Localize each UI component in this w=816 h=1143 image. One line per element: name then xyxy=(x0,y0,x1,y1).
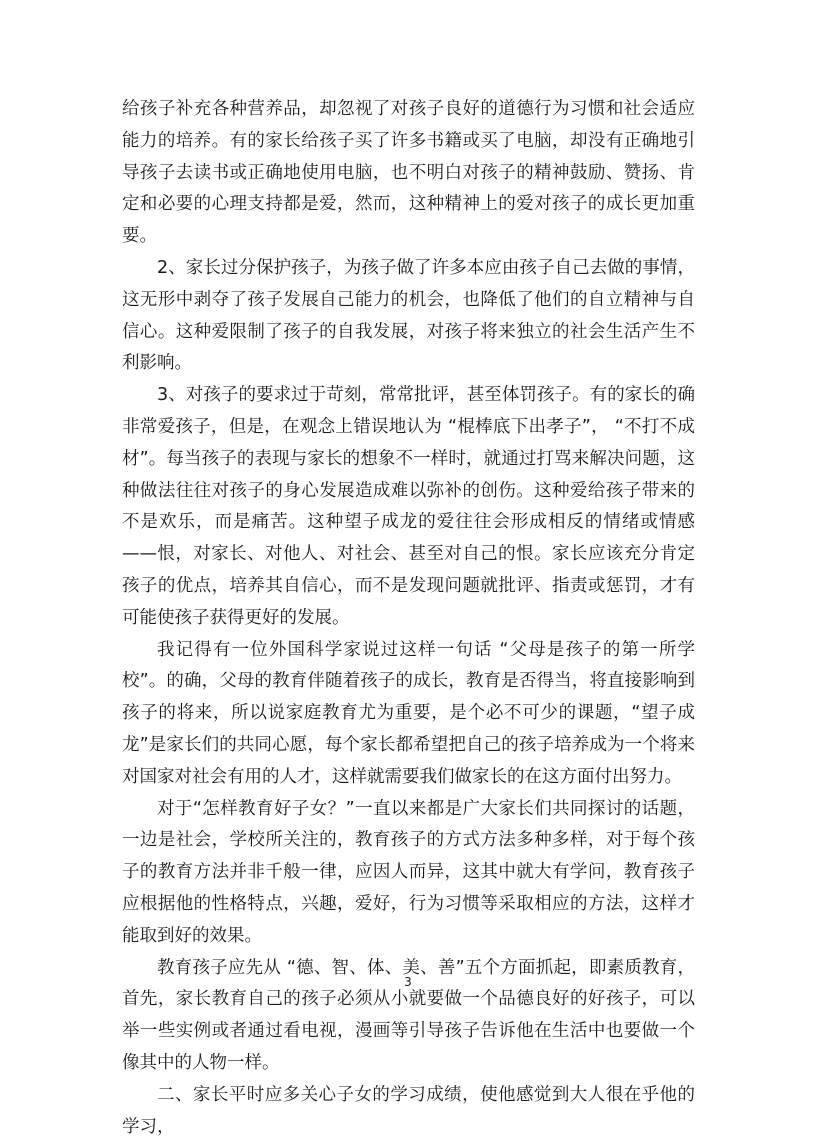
paragraph-study-concern: 二、家长平时应多关心子女的学习成绩，使他感觉到大人很在乎他的学习， xyxy=(122,1084,695,1137)
paragraph-continued: 给孩子补充各种营养品，却忽视了对孩子良好的道德行为习惯和社会适应能力的培养。有的家长给孩子买了许多书籍或买了电脑，却没有正确地引导孩子去读书或正确地使用电脑，也不明白对孩子的精神鼓励、赞扬、肯定和必要的心理支持都是爱，然而，这种精神上的爱对孩子的成长更加重要。 xyxy=(122,99,695,247)
paragraph-first-school: 我记得有一位外国科学家说过这样一句话 “父母是孩子的第一所学校”。的确，父母的教育伴随着孩子的成长，教育是否得当，将直接影响到孩子的将来，所以说家庭教育尤为重要，是个必不可少的课题，“望子成龙”是家长们的共同心愿，每个家长都希望把自己的孩子培养成为一个将来对国家对社会有用的人才，这样就需要我们做家长的在这方面付出努力。 xyxy=(122,639,695,787)
paragraph-overprotection: 2、家长过分保护孩子，为孩子做了许多本应由孩子自己去做的事情，这无形中剥夺了孩子发展自己能力的机会，也降低了他们的自立精神与自信心。这种爱限制了孩子的自我发展，对孩子将来独立的社会生活产生不利影响。 xyxy=(122,257,695,374)
paragraph-moral-education: 教育孩子应先从 “德、智、体、美、善”五个方面抓起，即素质教育，首先，家长教育自己的孩子必须从小就要做一个品德良好的好孩子，可以举一些实例或者通过看电视，漫画等引导孩子告诉他在生活中也要做一个像其中的人物一样。 xyxy=(122,957,695,1073)
paragraph-harsh-demands: 3、对孩子的要求过于苛刻，常常批评，甚至体罚孩子。有的家长的确非常爱孩子，但是，在观念上错误地认为 “棍棒底下出孝子”， “不打不成材”。每当孩子的表现与家长的想象不一样时，就通过打骂来解决问题，这种做法往往对孩子的身心发展造成难以弥补的创伤。这种爱给孩子带来的不是欢乐，而是痛苦。这种望子成龙的爱往往会形成相反的情绪或情感——恨，对家长、对他人、对社会、甚至对自己的恨。家长应该充分肯定孩子的优点，培养其自信心，而不是发现问题就批评、指责或惩罚，才有可能使孩子获得更好的发展。 xyxy=(122,385,695,628)
paragraph-how-to-educate: 对于“怎样教育好子女？”一直以来都是广大家长们共同探讨的话题，一边是社会，学校所关注的，教育孩子的方式方法多种多样，对于每个孩子的教育方法并非千般一律，应因人而异，这其中就大有学问，教育孩子应根据他的性格特点，兴趣，爱好，行为习惯等采取相应的方法，这样才能取到好的效果。 xyxy=(122,798,695,946)
page-number: 3 xyxy=(404,975,412,989)
